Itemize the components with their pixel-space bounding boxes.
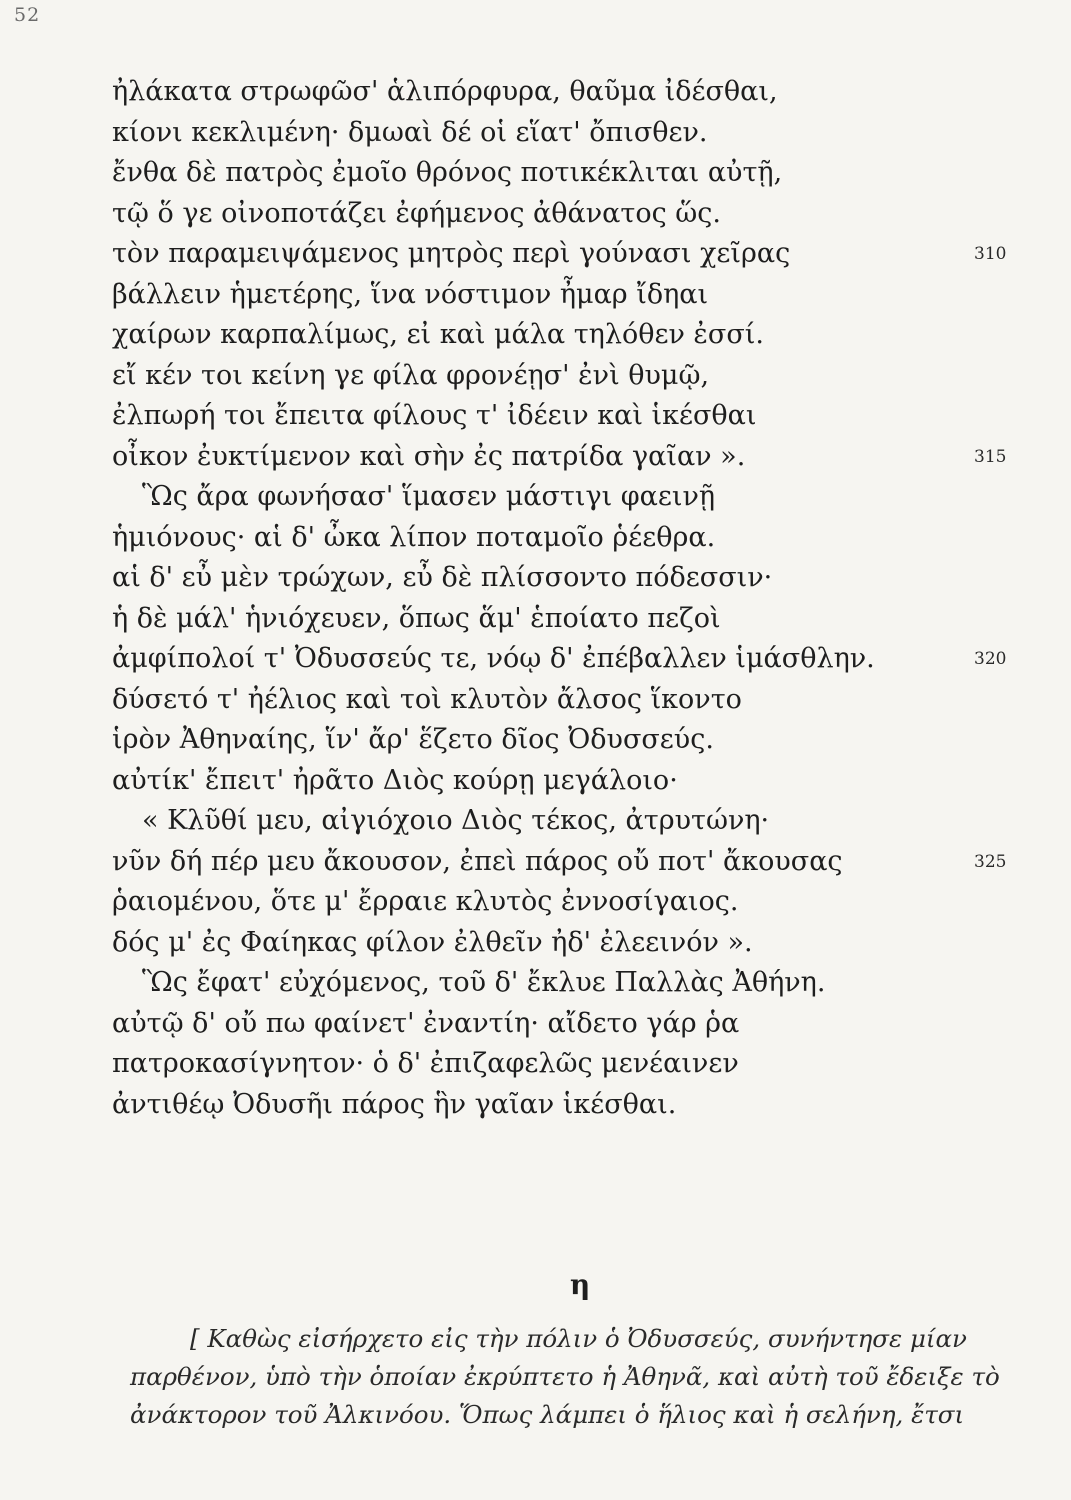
verse-line [112,720,1052,761]
verse-text: ῥαιομένου, ὅτε μ' ἔρραιε κλυτὸς ἐννοσίγαιος. [112,886,739,917]
verse-line [112,72,1052,113]
line-number: 325 [974,851,1007,872]
verse-line [112,923,1052,964]
verse-text: ἱρὸν Ἀθηναίης, ἵν' ἄρ' ἕζετο δῖος Ὀδυσσεύς. [112,724,714,755]
book-letter: η [569,1268,591,1301]
verse-text: τῷ ὅ γε οἰνοποτάζει ἐφήμενος ἀθάνατος ὥς. [112,197,722,229]
verse-line [112,882,1052,923]
page-number: 52 [14,4,41,26]
verse-line [112,680,1052,721]
summary-line: παρθένον, ὑπὸ τὴν ὁποίαν ἐκρύπτετο ἡ Ἀθηνᾶ, καὶ αὐτὴ τοῦ ἔδειξε τὸ [130,1362,1000,1391]
verse-text: Ὣς ἄρα φωνήσασ' ἵμασεν μάστιγι φαεινῇ [142,481,716,512]
verse-text: δός μ' ἐς Φαίηκας φίλον ἐλθεῖν ἠδ' ἐλεεινόν ». [112,926,753,958]
verse-line [112,1004,1052,1045]
summary-line: [ Καθὼς εἰσήρχετο εἰς τὴν πόλιν ὁ Ὀδυσσεύς, συνήντησε μίαν [190,1324,967,1353]
line-number: 310 [974,244,1007,264]
verse-line [112,153,1052,194]
book-summary [130,1320,1030,1434]
verse-line [112,761,1052,802]
verse-line [112,518,1052,559]
verse-text: νῦν δή πέρ μευ ἄκουσον, ἐπεὶ πάρος οὔ ποτ' ἄκουσας [112,845,843,877]
verse-text: χαίρων καρπαλίμως, εἰ καὶ μάλα τηλόθεν ἐσσί. [112,319,764,350]
verse-line [112,1085,1052,1126]
line-number: 320 [974,649,1007,669]
verse-line [112,113,1052,154]
verse-text: αὐτίκ' ἔπειτ' ἠρᾶτο Διὸς κούρῃ μεγάλοιο· [112,764,678,796]
verse-text: αὐτῷ δ' οὔ πω φαίνετ' ἐναντίη· αἴδετο γάρ ῥα [112,1007,740,1039]
verse-text: ἀντιθέῳ Ὀδυσῆι πάρος ἣν γαῖαν ἱκέσθαι. [112,1088,677,1120]
verse-line [112,599,1052,640]
verse-line [112,315,1052,356]
verse-text: αἱ δ' εὖ μὲν τρώχων, εὖ δὲ πλίσσοντο πόδεσσιν· [112,562,773,593]
verse-text: ἡ δὲ μάλ' ἡνιόχευεν, ὅπως ἅμ' ἑποίατο πεζοὶ [112,602,721,634]
verse-text: ἠλάκατα στρωφῶσ' ἁλιπόρφυρα, θαῦμα ἰδέσθαι, [112,76,778,107]
summary-line: ἀνάκτορον τοῦ Ἀλκινόου. Ὅπως λάμπει ὁ ἥλιος καὶ ἡ σελήνη, ἔτσι [130,1400,965,1429]
verse-text: δύσετό τ' ἠέλιος καὶ τοὶ κλυτὸν ἄλσος ἵκοντο [112,683,742,715]
verse-text: « Κλῦθί μευ, αἰγιόχοιο Διὸς τέκος, ἀτρυτώνη· [142,805,770,836]
verse-line [112,356,1052,397]
verse-text: οἶκον ἐυκτίμενον καὶ σὴν ἐς πατρίδα γαῖαν ». [112,440,746,472]
verse-text: πατροκασίγνητον· ὁ δ' ἐπιζαφελῶς μενέαινεν [112,1048,739,1079]
verse-line [112,558,1052,599]
verse-line [112,396,1052,437]
verse-line [112,842,1052,883]
verse-text: ἀμφίπολοί τ' Ὀδυσσεύς τε, νόῳ δ' ἐπέβαλλεν ἱμάσθλην. [112,643,875,674]
verse-text: κίονι κεκλιμένη· δμωαὶ δέ οἱ εἵατ' ὄπισθεν. [112,116,708,148]
verse-text: ἐλπωρή τοι ἔπειτα φίλους τ' ἰδέειν καὶ ἱκέσθαι [112,400,757,431]
verse-line [112,194,1052,235]
verse-text: εἴ κέν τοι κείνη γε φίλα φρονέῃσ' ἐνὶ θυμῷ, [112,359,710,391]
verse-line [112,639,1052,680]
verse-text: ἡμιόνους· αἱ δ' ὦκα λίπον ποταμοῖο ῥέεθρα. [112,521,716,553]
verse-text: τὸν παραμειψάμενος μητρὸς περὶ γούνασι χεῖρας [112,238,791,269]
verse-line [112,1044,1052,1085]
verse-text: Ὣς ἔφατ' εὐχόμενος, τοῦ δ' ἔκλυε Παλλὰς Ἀθήνη. [142,967,826,998]
verse-line [112,437,1052,478]
verse-text: βάλλειν ἡμετέρης, ἵνα νόστιμον ἦμαρ ἴδηαι [112,278,709,310]
verse-text: ἔνθα δὲ πατρὸς ἐμοῖο θρόνος ποτικέκλιται αὐτῇ, [112,157,783,188]
verse-block [112,72,1052,1125]
verse-line [112,963,1052,1004]
verse-line [112,234,1052,275]
verse-line [112,275,1052,316]
verse-line [112,477,1052,518]
verse-line [112,801,1052,842]
line-number: 315 [974,446,1007,467]
